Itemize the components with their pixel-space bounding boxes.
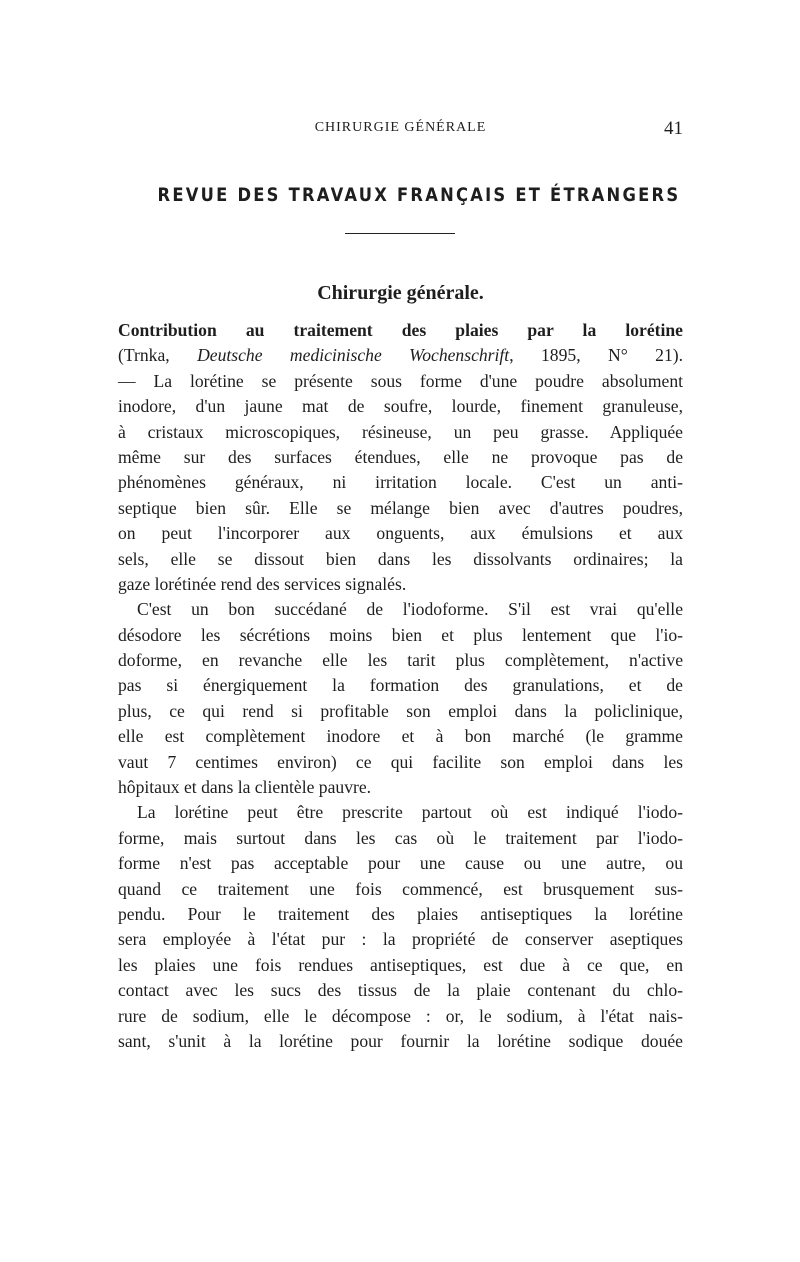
subsection-title: Chirurgie générale. <box>317 282 484 304</box>
text-line: hôpitaux et dans la clientèle pauvre. <box>118 777 372 798</box>
text-line: désodore les sécrétions moins bien et plus lentement que l'io- <box>118 624 683 645</box>
text-line: forme, mais surtout dans les cas où le traitement par l'iodo- <box>118 827 683 848</box>
text-line: forme n'est pas acceptable pour une cause ou une autre, ou <box>118 853 683 874</box>
citation-author: (Trnka, <box>118 345 198 366</box>
text-line: même sur des surfaces étendues, elle ne provoque pas de <box>118 446 683 467</box>
text-line: elle est complètement inodore et à bon marché (le gramme <box>118 726 683 747</box>
text-line: phénomènes généraux, ni irritation locale. C'est un anti- <box>118 472 683 493</box>
text-line: — La lorétine se présente sous forme d'une poudre absolument <box>118 370 683 391</box>
text-line: contact avec les sucs des tissus de la plaie contenant du chlo- <box>118 980 683 1001</box>
text-line: gaze lorétinée rend des services signalés. <box>118 573 407 594</box>
text-line: pendu. Pour le traitement des plaies antiseptiques la lorétine <box>118 903 683 924</box>
running-head <box>118 118 683 142</box>
citation-details: , 1895, N° 21). <box>509 345 683 366</box>
text-line: pas si énergiquement la formation des granulations, et de <box>118 675 683 696</box>
running-title: CHIRURGIE GÉNÉRALE <box>314 120 487 135</box>
article-title: Contribution au traitement des plaies par la lorétine <box>118 320 683 340</box>
text-line: vaut 7 centimes environ) ce qui facilite son emploi dans les <box>118 751 683 772</box>
text-line: sant, s'unit à la lorétine pour fournir la lorétine sodique douée <box>118 1030 683 1051</box>
text-line: on peut l'incorporer aux onguents, aux émulsions et aux <box>118 523 683 544</box>
text-line: les plaies une fois rendues antiseptiques, est due à ce que, en <box>118 954 683 975</box>
article-citation <box>118 343 683 368</box>
citation-journal: Deutsche medicinische Wochenschrift <box>197 345 510 366</box>
section-divider <box>345 233 455 234</box>
text-line: plus, ce qui rend si profitable son emploi dans la policlinique, <box>118 700 683 721</box>
text-line: rure de sodium, elle le décompose : or, le sodium, à l'état nais- <box>118 1005 683 1026</box>
text-line: septique bien sûr. Elle se mélange bien avec d'autres poudres, <box>118 497 683 518</box>
text-line: La lorétine peut être prescrite partout où est indiqué l'iodo- <box>137 802 683 823</box>
article-title-line <box>118 318 683 343</box>
text-line: C'est un bon succédané de l'iodoforme. S'il est vrai qu'elle <box>137 599 683 620</box>
text-line: doforme, en revanche elle les tarit plus complètement, n'active <box>118 650 683 671</box>
text-line: inodore, d'un jaune mat de soufre, lourde, finement granuleuse, <box>118 396 683 417</box>
text-line: à cristaux microscopiques, résineuse, un peu grasse. Appliquée <box>118 421 683 442</box>
article-body <box>118 318 683 1054</box>
section-title: REVUE DES TRAVAUX FRANÇAIS ET ÉTRANGERS <box>157 184 681 206</box>
text-line: sera employée à l'état pur : la propriété de conserver aseptiques <box>118 929 683 950</box>
page-number: 41 <box>664 118 683 139</box>
text-line: quand ce traitement une fois commencé, est brusquement sus- <box>118 878 683 899</box>
text-line: sels, elle se dissout bien dans les dissolvants ordinaires; la <box>118 548 683 569</box>
